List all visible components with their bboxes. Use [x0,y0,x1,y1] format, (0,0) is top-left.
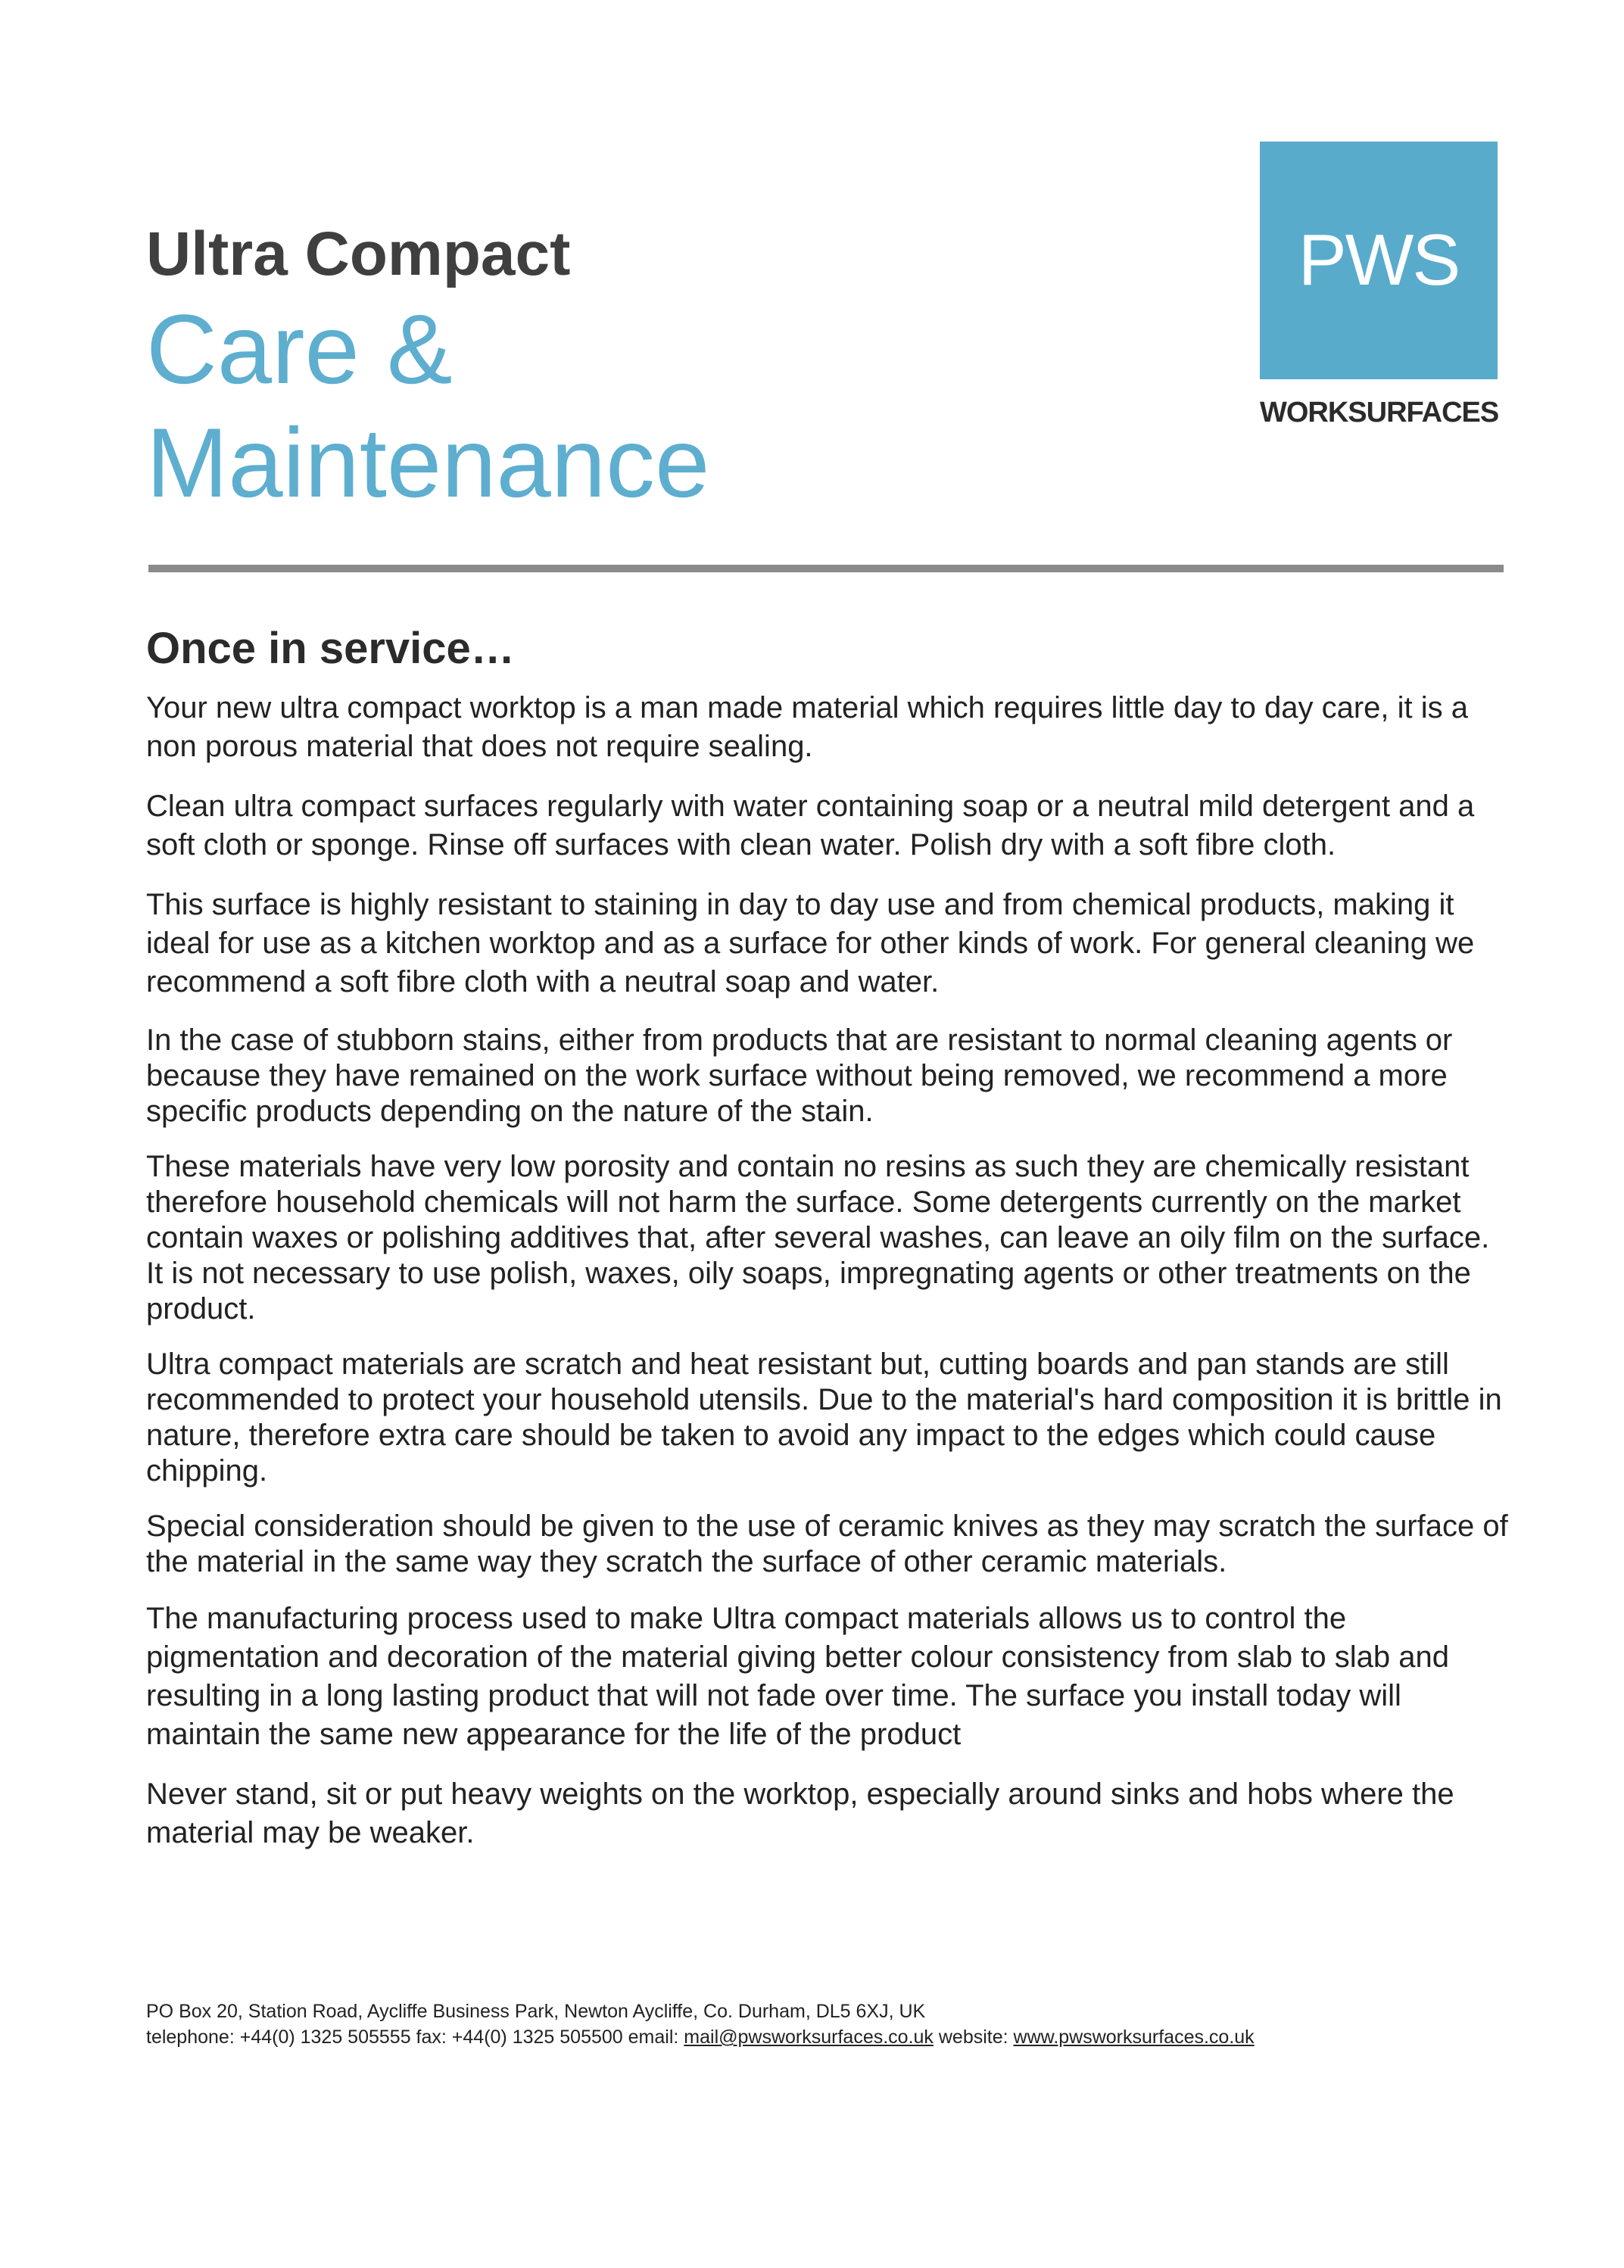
header-divider [148,565,1504,572]
footer-contact [146,2024,1255,2050]
paragraph: Ultra compact materials are scratch and heat resistant but, cutting boards and pan stands are still recommended to protect your household utensils. Due to the material's hard composition it is brittle in nature, therefore extra care should be taken to avoid any impact to the edges which could cause chipping. [146,1347,1502,1488]
paragraph: These materials have very low porosity and contain no resins as such they are chemically resistant therefore household chemicals will not harm the surface. Some detergents currently on the market contain waxes or polishing additives that, after several washes, can leave an oily film on the surface. It is not necessary to use polish, waxes, oily soaps, impregnating agents or other treatments on the product. [146,1150,1490,1326]
section-heading: Once in service… [146,624,515,673]
footer [146,1999,1255,2050]
document-subtitle-line1: Care & [146,294,453,404]
logo-subtitle: WORKSURFACES [1260,397,1499,428]
paragraph: The manufacturing process used to make Ultra compact materials allows us to control the pigmentation and decoration of the material giving better colour consistency from slab to slab and resulting in a long lasting product that will not fade over time. The surface you install today will maintain the same new appearance for the life of the product [146,1602,1449,1751]
footer-website-label: website: [933,2027,1014,2048]
title-block [146,217,709,519]
main-content [146,622,1509,1874]
email-link[interactable]: mail@pwsworksurfaces.co.uk [684,2027,934,2048]
website-link[interactable]: www.pwsworksurfaces.co.uk [1013,2027,1255,2048]
footer-address: PO Box 20, Station Road, Aycliffe Business Park, Newton Aycliffe, Co. Durham, DL5 6XJ, UK [146,2001,926,2022]
company-logo [1260,142,1498,379]
document-subtitle-line2: Maintenance [146,407,710,518]
paragraph: In the case of stubborn stains, either from products that are resistant to normal cleaning agents or because they have remained on the work surface without being removed, we recommend a more specific products depending on the nature of the stain. [146,1023,1453,1128]
paragraph: Never stand, sit or put heavy weights on the worktop, especially around sinks and hobs where the material may be weaker. [146,1777,1454,1849]
paragraph: This surface is highly resistant to staining in day to day use and from chemical products, making it ideal for use as a kitchen worktop and as a surface for other kinds of work. For general cleaning we recommend a soft fibre cloth with a neutral soap and water. [146,888,1475,998]
paragraph: Clean ultra compact surfaces regularly with water containing soap or a neutral mild detergent and a soft cloth or sponge. Rinse off surfaces with clean water. Polish dry with a soft fibre cloth. [146,790,1475,861]
footer-contact-text: telephone: +44(0) 1325 505555 fax: +44(0) 1325 505500 email: [146,2027,684,2048]
paragraph: Special consideration should be given to the use of ceramic knives as they may scratch the surface of the material in the same way they scratch the surface of other ceramic materials. [146,1509,1508,1578]
paragraph: Your new ultra compact worktop is a man made material which requires little day to day care, it is a non porous material that does not require sealing. [146,691,1468,763]
document-title: Ultra Compact [146,220,571,288]
logo-mark: PWS [1298,220,1460,301]
